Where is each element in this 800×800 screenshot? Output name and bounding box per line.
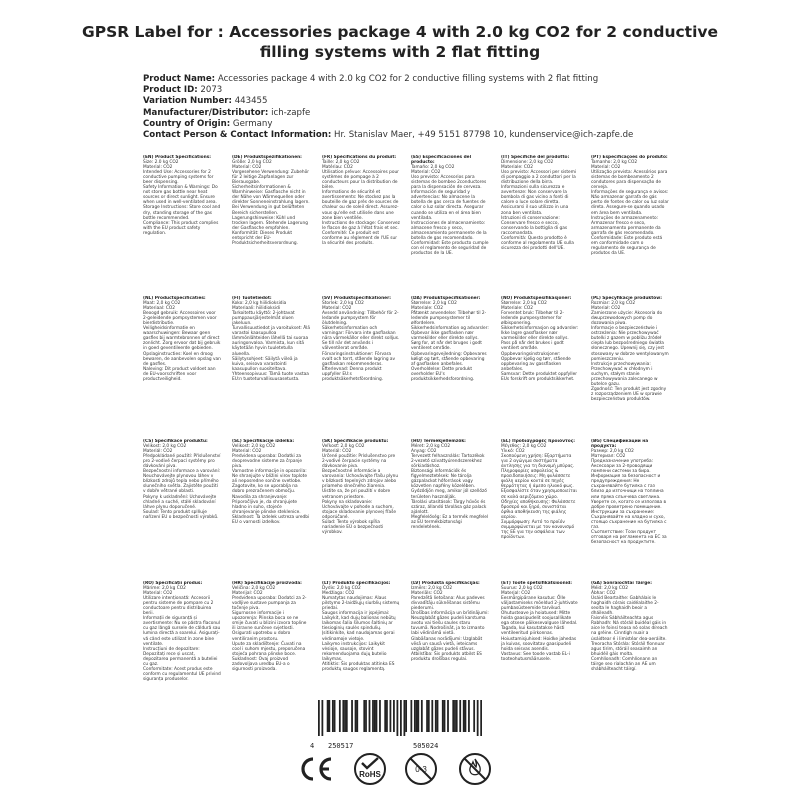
language-block	[322, 439, 400, 577]
language-block-heading: (SK) Špecifikácie produktu:	[322, 439, 389, 444]
barcode-bar	[444, 700, 446, 732]
language-block-heading: (PT) Especificações do produto:	[591, 155, 668, 160]
svg-text:RoHS: RoHS	[359, 770, 381, 779]
language-block-body: Méid: 2,0 kg CO2 Ábhar: CO2 Úsáid Beartaithe: Gabhálais le haghaidh córais caidéalaithe 2-seolta le haghaidh beoir a dháileadh. Faisnéis Sábháilteachta agus Rabhadh: Ná stóráil buidéal gáis in aice le foinsí teasa nó solas díreach na gréine. Cinntigh nuair a úsáidtear é i limistéar dea-aeráilte. Treoracha Stórála: Stóráil fionnuar agus tirim, stóráil seasaimh an bhuidéil gáis molta. Comhlíonadh: Comhlíonann an táirge seo rialachán an AE um shábháilteacht táirgí.	[591, 586, 668, 672]
barcode-bar	[459, 700, 461, 732]
language-block	[501, 439, 579, 577]
language-block-heading: (FR) Spécifications du produit:	[322, 155, 397, 160]
barcode-bar	[414, 700, 416, 732]
language-block-heading: (ET) Toote spetsifikatsioonid:	[501, 581, 572, 586]
language-block-heading: (CS) Specifikace produktu:	[143, 439, 208, 444]
language-block-body: Velikost: 2,0 kg CO2 Materiál: CO2 Předpokládané použití: Příslušenství pro 2-vodivé čerpací systémy pro dávkování piva. Bezpečnostní informace a varování: Neuchovávejte plynovou láhev v blízkosti zdrojů tepla nebo přímého slunečního světla. Zajistěte použití v dobře větrané oblasti. Pokyny k uskladnění: Uchovávejte chladné a suché, stálé skladování láhve plynu doporučené. Soulad: Tento produkt splňuje nařízení EU o bezpečnosti výrobků.	[143, 444, 221, 520]
barcode-bar	[447, 700, 449, 732]
language-block-heading: (FI) Tuotetiedot:	[232, 296, 272, 301]
age-0-3-warning-icon	[404, 752, 438, 786]
language-block-body: Suurus: 2,0 kg CO2 Materjal: CO2 Eesmärgipärane kasutus: Õlle väljastamiseks mõeldud 2-juhtivate pumbasüsteemide tarvikud. Ohutusteave ja hoiatused: Mitte hoida gaasipudelit soojusallikate ega otsese päikesevalguse lähedal. Tagada, kui kasutatakse hästi ventileeritud piirkonnas. Hoiustamisjuhised: Hoidke jahedas ja kuivas, soovitatav gaasipudeli hoida seisvas asendis. Vastavus: See toode vastab EL-i tooteohutusmäärusele.	[501, 586, 578, 662]
barcode-bar	[365, 700, 367, 732]
info-contact: Contact Person & Contact Information: Hr. Stanislav Maer, +49 5151 87798 10, kundenservice@ich-zapfe.de	[143, 130, 634, 141]
no-fire-icon	[458, 752, 492, 786]
language-block	[232, 581, 310, 709]
ean-barcode	[318, 700, 482, 736]
language-block-heading: (BG) Спецификации на продукта:	[591, 439, 649, 450]
barcode-bar	[374, 700, 376, 732]
barcode-bar	[477, 700, 479, 736]
language-block-heading: (LT) Produkto specifikacijos:	[322, 581, 391, 586]
language-block	[411, 155, 489, 293]
language-block	[232, 296, 310, 434]
barcode-bar	[390, 700, 392, 732]
barcode-left-digits: 250517	[328, 742, 354, 750]
language-block-body: Размер: 2,0 kg CO2 Материал: CO2 Предназначение употреба: Аксесоари за 2-проводящи помпени системи за бира. Информация за безопасност и предупреждения: Не съхранявайте бутилка с газ близо до източници на топлина или пряка слънчева светлина. Уверете се, когато се използва в добре проветрено помещение. Инструкции за съхранение: Съхранявайте на хладно и сухо, стоящо съхранение на бутилка с газ. Съответствие: Този продукт отговаря на регламента на ЕС за безопасност на продуктите.	[591, 449, 667, 545]
language-block	[143, 581, 221, 709]
language-block	[411, 439, 489, 577]
language-block-body: Tamaño: 2,0 kg CO2 Material: CO2 Uso previsto: Accesorios para sistemas de bombeo 2conductores para la dispensación de cerveza. Información de seguridad y advertencias: No almacene la botella de gas cerca de fuentes de calor o luz solar directa. Asegurar cuando se utiliza en el área bien ventilada. Instrucciones de almacenamiento: almacene fresco y seco, almacenamiento permanente de la botella de gas recomendado. Conformidad: Este producto cumple con el reglamento de seguridad de productos de la UE.	[411, 165, 489, 256]
language-block-body: Maat: 2,0 kg CO2 Materiaal: CO2 Beoogd gebruik: Accessoires voor 2-geleidende pompsystemen voor bierdistributie. Veiligheidsinformatie en waarschuwingen: Bewaar geen gasfles bij warmtebronnen of direct zonlicht. Zorg ervoor dat bij gebruik in goed geventileerde gebieden. Opslaginstructies: Koel en droog bewaren, de aanbevolen opslag van de gasfles. Naleving: Dit product voldoet aan de EU-voorschriften voor productveiligheid.	[143, 301, 221, 382]
barcode-bar	[356, 700, 358, 732]
language-block-heading: (RO) Specificații produs:	[143, 581, 203, 586]
barcode-bar	[403, 700, 405, 736]
svg-text:0-3: 0-3	[415, 765, 427, 774]
language-block-body: Mărime: 2,0 kg CO2 Material: CO2 Utilizare intenționată: Accesorii pentru sisteme de pompare cu 2 conductoare pentru distribuirea berii. Informații de siguranță și avertismente: Nu se păstra flaconul cu gaz lângă sursele de căldură sau lumina directă a soarelui. Asigurați-vă când este utilizat în zone bine ventilate. Instrucțiuni de depozitare: Depozitați rece și uscat, depozitarea permanentă a buteliei cu gaz. Conformitate: Acest produs este conform cu regulamentul UE privind siguranța produselor.	[143, 586, 221, 682]
info-product-id: Product ID: 2073	[143, 85, 223, 96]
language-block-heading: (EL) Προδιαγραφές προϊόντος:	[501, 439, 575, 444]
barcode-bar	[342, 700, 344, 732]
barcode-bar	[351, 700, 353, 732]
barcode-bar	[386, 700, 388, 732]
barcode-bar	[463, 700, 465, 732]
barcode-bar	[318, 700, 320, 736]
barcode-bar	[363, 700, 365, 732]
language-block-body: Veličina: 2,0 kg CO2 Materijal: CO2 Predviđena uporaba: Dodatci za 2-vodljive sustave pumpanja za točenje piva. Sigurnosne informacije i upozorenja: Plinska boca se ne smije čuvati u blizini izvora topline ili izravne sunčeve svjetlosti. Osigurati upotrebu u dobro ventiliranim prostoru. Upute za skladištenje: Čuvati na cool i suhom mjestu, preporučena stojeća pohrana plinske boce. Sukladnost: Ovaj proizvod zadovoljava uredbu EU-a o sigurnosti proizvoda.	[232, 586, 307, 672]
language-block-heading: (PL) Specyfikacje produktów:	[591, 296, 662, 301]
barcode-bar	[480, 700, 482, 736]
language-block-body: Izmērs: 2,0 kg CO2 Materiāls: CO2 Paredzētā lietošana: Alus padeves divvadītāju sūknēšanas sistēmu piederumi. Drošības informācija un brīdinājumi: Neuzglabāt gāzes pudeli karstuma avotu vai tiešu saules staru tuvumā. Nodrošināt, ja to izmanto labi vēdināmā vietā. Glabāšanas norādījumi: Uzglabāt vēsā un sausā vietā, ieteicams uzglabāt gāzes pudeli stāvus. Atbilstība: Šis produkts atbilst ES produktu drošības regulai.	[411, 586, 489, 662]
barcode-bar	[435, 700, 437, 732]
barcode-bar	[456, 700, 458, 732]
info-manufacturer: Manufacturer/Distributor: ich-zapfe	[143, 107, 311, 118]
barcode-bar	[369, 700, 371, 732]
language-block	[591, 581, 669, 709]
language-block-heading: (GA) Sonraíochtaí Táirge:	[591, 581, 652, 586]
barcode-bar	[397, 700, 399, 736]
barcode-bar	[405, 700, 407, 732]
language-block-heading: (NL) Productspecificaties:	[143, 296, 206, 301]
language-block-heading: (ES) Especificaciones del producto:	[411, 155, 472, 166]
barcode-bar	[421, 700, 423, 732]
barcode-bar	[328, 700, 330, 732]
language-block-body: Størrelse: 2,0 kg CO2 Materiale: CO2 Forventet bruk: Tilbehør til 2-ledende pumpesystemer for ølbisponering. Sikkerhetsinformasjon og advarsler: Ikke lagre gassflasker nær varmekilder eller direkte sollys. Pass på når det brukes i godt ventilert område. Oppbevaringsinstruksjoner: Oppbevar kjølig og tørr, stående oppbevaring av gassflasken anbefales. Samsvar: Dette produktet oppfyller EUs forskrift om produktsikkerhet.	[501, 301, 579, 382]
barcode-bar	[426, 700, 428, 732]
barcode-bar	[372, 700, 374, 732]
barcode-bar	[346, 700, 348, 732]
barcode-bar	[465, 700, 467, 732]
language-block-heading: (SL) Specifikacije izdelka:	[232, 439, 295, 444]
ce-mark-icon	[298, 756, 334, 782]
language-block-body: Dydis: 2,0 kg CO2 Medžiaga: CO2 Numatytas naudojimas: Alaus pilstymo 2-laidžiųjų siurblių sistemų priedai. Saugos informacija ir įspėjimai: Laikykit, kad dujų balionas nebūtų laikomas šalia šilumos šaltinių ar tiesioginių saulės spindulių. Įsitikinkite, kad naudojamas gerai vėdinamoje vietoje. Laikymo instrukcijos: Laikykit vėsioje, sausoje, stovint rekomenduojama dujų butelio laikymas. Atitiktis: Šis produktas atitinka ES produktų saugos reglamentą.	[322, 586, 400, 672]
language-block-heading: (EN) Product Specifications:	[143, 155, 211, 160]
barcode-bar	[442, 700, 444, 732]
barcode-bar	[416, 700, 418, 732]
barcode-bar	[355, 700, 357, 732]
language-block-body: Dimensione: 2,0 kg CO2 Materiale: CO2 Uso previsto: Accessori per sistemi di pompaggio a 2 conduttori per la distribuzione della birra. Informazioni sulla sicurezza e avvertenze: Non conservare la bombola di gas vicino a fonti di calore o luce solare diretta. Assicurarsi il suo utilizzo in una zona ben ventilata. Istruzioni di conservazione: Conservare fresco e secco, conservando la bottiglia di gas raccomandata. Conformità: Questo prodotto è conforme al regolamento UE sulla sicurezza dei prodotti dell'UE.	[501, 160, 577, 251]
language-block-body: Tamanho: 2,0 kg CO2 Material: CO2 Utilização prevista: Acessórios para sistemas de bombeamento 2 condutores para dispensação de cerveja. Informações de segurança e avisos: Não armazenar garrafa de gás perto de fontes de calor ou luz solar direta. Assegure-se quando usado em área bem ventilada. Instruções de armazenamento: Armazenar fresco e seco, armazenamento permanente da garrafa de gás recomendado. Conformidade: Este produto está em conformidade com o regulamento de segurança de produtos da UE.	[591, 160, 669, 256]
barcode-bar	[321, 700, 323, 736]
language-block	[322, 581, 400, 709]
language-block-body: Veľkosť: 2,0 kg CO2 Materiál: CO2 Určené použitie: Príslušenstvo pre 2-vodivé čerpacie systémy na dávkovanie piva. Bezpečnostné informácie a varovania: Uchovávajte fľašu plynu v blízkosti tepelných zdrojov alebo priameho slnečného žiarenia. Uistite sa, že pri použití v dobre vetranom priestore. Pokyny na skladovanie: Uchovávajte v pohode a suchom, stojace skladovanie plynovej fľaše odporúčané. Súlad: Tento výrobok spĺňa nariadenie EÚ o bezpečnosti výrobkov.	[322, 444, 399, 535]
barcode-bar	[437, 700, 439, 732]
language-block-heading: (DA) Produktspecifikationer:	[411, 296, 481, 301]
language-block	[143, 155, 221, 293]
language-block	[143, 439, 221, 577]
product-info	[143, 74, 763, 141]
language-block	[232, 439, 310, 577]
barcode-bar	[431, 700, 433, 732]
label-title: GPSR Label for : Accessories package 4 with 2.0 kg CO2 for 2 conductive filling systems with 2 flat fitting	[81, 23, 719, 61]
language-block-body: Størrelse: 2,0 kg CO2 Materiale: CO2 Påtænkt anvendelse: Tilbehør til 2-ledende pumpesystemer til ølfordelere. Sikkerhedsinformation og advarsler: Opbevar ikke gasflasken nær varmekilder eller direkte sollys. Sørg for, at når det bruges i godt ventileret område. Opbevaringsvejledning: Opbevares køligt og tørt, stående opbevaring af gasflasken anbefales. Overholdelse: Dette produkt overholder EU's produktsikkerhedsforordning.	[411, 301, 489, 382]
barcode-bar	[339, 700, 341, 732]
language-block-heading: (NO) Produktspesifikasjoner:	[501, 296, 572, 301]
language-block-body: Μέγεθος: 2,0 kg CO2 Υλικό: CO2 Σκοπούμενη χρήση: Εξαρτήματα για 2 αγώγιμα συστήματα άντλησης για τη διανομή μπύρας. Πληροφορίες ασφαλείας & προειδοποιήσεις: Μη φυλάσσετε φιάλη αερίου κοντά σε πηγές θερμότητας ή άμεσο ηλιακό φως. Εξασφαλίστε όταν χρησιμοποιείται σε καλά αεριζόμενο χώρο. Οδηγίες αποθήκευσης: Φυλάσσετε δροσερό και ξηρό, συνιστάται όρθια αποθήκευση της φιάλης αερίου. Συμμόρφωση: Αυτό το προϊόν συμμορφώνεται με τον κανονισμό της ΕΕ για την ασφάλεια των προϊόντων.	[501, 444, 577, 540]
barcode-bar	[400, 700, 402, 736]
rohs-icon	[352, 752, 388, 786]
language-block	[591, 155, 669, 293]
language-block-heading: (HU) Termékjellemzők:	[411, 439, 466, 444]
barcode-bar	[344, 700, 346, 732]
language-block-body: Storlek: 2,0 kg CO2 Material: CO2 Avsedd användning: Tillbehör för 2-ledande pumpsystem för ölutdelning. Säkerhetsinformation och varningar: Förvara inte gasflaskan nära värmekällor eller direkt solljus. Se till när det används i välventilerat område. Förvaringsinstruktioner: Förvara svalt och torrt, stående lagring av gasflaskan rekommenderas. Efterlevnad: Denna produkt uppfyller EU:s produktsäkerhetsförordning.	[322, 301, 400, 382]
barcode-bar	[327, 700, 329, 732]
language-block	[591, 296, 669, 434]
language-block-body: Rozmiar: 2,0 kg CO2 Materiał: CO2 Zamierzone użycie: Akcesoria do dwuprzewodowych pomp do dozowania piwa. Informacje o bezpieczeństwie i ostrzeżenia: Nie przechowywać butelki z gazem w pobliżu źródeł ciepła lub bezpośredniego światła słonecznego. Upewnij się, czy jest stosowany w dobrze wentylowanym pomieszczeniu. Instrukcje przechowywania: Przechowywać w chłodnym i suchym, stałym stanie przechowywania zalecanego w butelce gazu. Zgodność: Ten produkt jest zgodny z rozporządzeniem UE w sprawie bezpieczeństwa produktów.	[591, 301, 669, 402]
language-block	[411, 296, 489, 434]
language-block-body: Velikost: 2,0 kg CO2 Material: CO2 Predvidena uporaba: Dodatki za dvoprevodne sisteme za črpanje piva. Varnostne informacije in opozorila: Ne shranjujte v bližini virov toplote ali neposredne sončne svetlobe. Zagotovite, ko se uporablja na dobro prezračenem območju. Navodila za shranjevanje: Priporočljivo je, da shranjujete hladno in suho, stojeće shranjevanje plinske steklenice. Skladnost: Ta izdelek ustreza uredbi EU o varnosti izdelkov.	[232, 444, 310, 525]
barcode-bar	[452, 700, 454, 732]
language-block	[322, 296, 400, 434]
info-country-of-origin: Country of Origin: Germany	[143, 118, 273, 129]
barcode-bar	[334, 700, 336, 732]
language-block	[591, 439, 669, 577]
language-block	[411, 581, 489, 709]
barcode-bar	[417, 700, 419, 732]
barcode-bar	[410, 700, 412, 732]
language-block	[501, 581, 579, 709]
barcode-bar	[379, 700, 381, 732]
barcode-bar	[428, 700, 430, 732]
language-block-body: Taille: 2,0 kg CO2 Matériau: CO2 Utilisation prévue: Accessoires pour systèmes de pompage à 2 conducteurs pour la distribution de bière. Informations de sécurité et avertissements: Ne stockez pas la bouteille de gaz près de sources de chaleur ou de soleil direct. Assurez-vous qu'elle est utilisée dans une zone bien ventilée. Instructions de stockage: Conservez le flacon de gaz à l'état frais et sec. Conformité: Ce produit est conforme au règlement de l'UE sur la sécurité des produits.	[322, 160, 400, 246]
language-block	[501, 296, 579, 434]
language-block	[232, 155, 310, 293]
language-block-heading: (DE) Produktspezifikationen:	[232, 155, 302, 160]
barcode-bar	[454, 700, 456, 732]
barcode-bar	[376, 700, 378, 732]
language-block-heading: (SV) Produktspecifikationer:	[322, 296, 391, 301]
language-block-body: Méret: 2,0 kg CO2 Anyag: CO2 Tervezett felhasználás: Tartozékok 2-vezető szivattyúrendszerekhez sörkiadáshoz. Biztonsági információk és figyelmeztetések: Ne tárolja gázpalackot hőforrások vagy közvetlen napfény közelében. Győződjön meg, amikor jól szellőző területen használják. Tárolási utasítások: Tárgy hűvös és száraz, állandó tárolása gáz palack ajánlott. Megfelelőség: Ez a termék megfelel az EU termékbiztonsági rendeletének.	[411, 444, 489, 530]
barcode-bar	[384, 700, 386, 732]
barcode-bar	[468, 700, 470, 732]
language-block-body: Koko: 2,0 kg hiilidioksidia Materiaali: hiilidioksidi Tarkoitettu käyttö: 2-johtavat pumppausjärjestelmät oluen jakeluun. Turvallisuustiedot ja varoitukset: Älä varastoi kaasupulloa lämmönlähteiden lähellä tai suoraa auringonvaloa. Varmista, kun sitä käytetään hyvin tuuletetulla alueella. Säilytysohjeet: Säilytä viileä ja kuiva, seisova varastointi kaasupullon suositeltava. Yhteensopivuus: Tämä tuote vastaa EU:n tuoteturvallisuusasetusta.	[232, 301, 310, 382]
barcode-bar	[473, 700, 475, 732]
barcode-bar	[393, 700, 395, 732]
language-block-body: Size: 2.0 kg CO2 Material: CO2 Intended Use: Accessories for 2 conductive pumping systems for beer dispensing. Safety Information & Warnings: Do not store gas bottle near heat sources or direct sunlight. Ensure when used in well-ventilated area. Storage Instructions: Store cool and dry, standing storage of the gas bottle recommended. Compliance: This product complies with the EU product safety regulation.	[143, 160, 221, 236]
info-variation-number: Variation Number: 443455	[143, 96, 268, 107]
language-block	[501, 155, 579, 293]
info-product-name: Product Name: Accessories package 4 with 2.0 kg CO2 for 2 conductive filling systems with 2 flat fitting	[143, 74, 599, 84]
language-block-heading: (IT) Specifiche del prodotto:	[501, 155, 570, 160]
language-block-body: Größe: 2,0 kg CO2 Material: CO2 Vorgesehene Verwendung: Zubehör für 2 leitige Zapfanlagen zur Bierausgabe. Sicherheitsinformationen & Warnhinweise: Gasflasche nicht in der Nähe von Wärmequellen oder direkter Sonneneinstrahlung lagern. Bei Verwendung in gut belüfteten Bereich sicherstellen. Lagerungshinweise: Kühl und trocken lagern. Stehende Lagerung der Gasflasche empfohlen. Konformität: Dieses Produkt entspricht der EU-Produktsicherheitsverordnung.	[232, 160, 310, 246]
barcode-lead-digit: 4	[310, 742, 315, 750]
barcode-bar	[332, 700, 334, 732]
barcode-right-digits: 505024	[413, 742, 439, 750]
language-block	[143, 296, 221, 434]
language-block-heading: (HR) Specifikacije proizvoda:	[232, 581, 302, 586]
language-block	[322, 155, 400, 293]
language-block-heading: (LV) Produkta specifikācijas:	[411, 581, 480, 586]
